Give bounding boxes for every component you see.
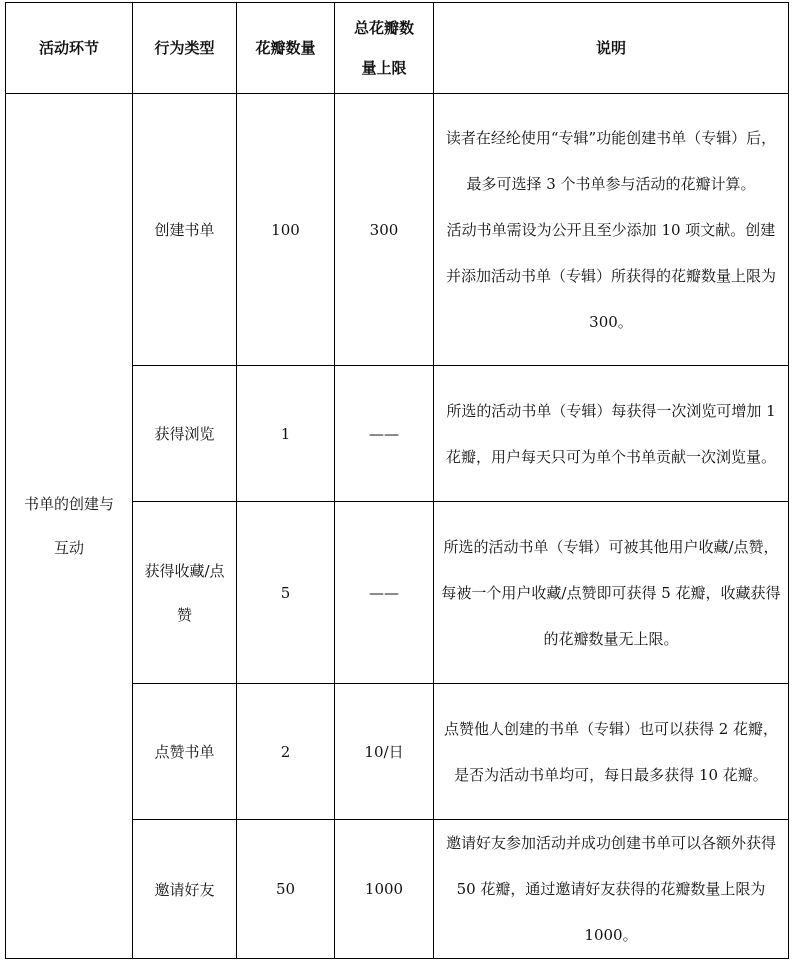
petals-cell: 2: [237, 684, 335, 820]
header-action: 行为类型: [133, 3, 237, 94]
cap-cell: ——: [335, 502, 434, 684]
cap-cell: 300: [335, 94, 434, 366]
stage-cell: 书单的创建与互动: [6, 94, 133, 959]
header-row: [6, 3, 789, 94]
note-paragraph: 邀请好友参加活动并成功创建书单可以各额外获得 50 花瓣，通过邀请好友获得的花瓣数量上限为 1000。: [445, 834, 776, 944]
petals-cell: 1: [237, 366, 335, 502]
header-stage: 活动环节: [6, 3, 133, 94]
note-paragraph: 读者在经纶使用“专辑”功能创建书单（专辑）后，最多可选择 3 个书单参与活动的花瓣计算。: [445, 128, 777, 193]
action-cell: 创建书单: [133, 94, 237, 366]
action-cell: 点赞书单: [133, 684, 237, 820]
cap-cell: 1000: [335, 820, 434, 959]
header-petals: 花瓣数量: [237, 3, 335, 94]
action-cell: 获得收藏/点赞: [133, 502, 237, 684]
note-paragraph: 点赞他人创建的书单（专辑）也可以获得 2 花瓣，是否为活动书单均可，每日最多获得 10 花瓣。: [443, 719, 779, 784]
header-cap: 总花瓣数量上限: [335, 3, 434, 94]
note-cell: [434, 94, 789, 366]
cap-cell: 10/日: [335, 684, 434, 820]
note-cell: [434, 366, 789, 502]
note-paragraph: 所选的活动书单（专辑）每获得一次浏览可增加 1 花瓣，用户每天只可为单个书单贡献一次浏览量。: [445, 401, 776, 466]
table-row: [6, 94, 789, 366]
petals-cell: 50: [237, 820, 335, 959]
petals-cell: 5: [237, 502, 335, 684]
header-note: 说明: [434, 3, 789, 94]
note-cell: [434, 502, 789, 684]
rules-table: [5, 2, 789, 959]
action-cell: 获得浏览: [133, 366, 237, 502]
action-cell: 邀请好友: [133, 820, 237, 959]
note-paragraph: 所选的活动书单（专辑）可被其他用户收藏/点赞，每被一个用户收藏/点赞即可获得 5 花瓣，收藏获得的花瓣数量无上限。: [441, 537, 781, 648]
note-cell: [434, 684, 789, 820]
note-paragraph: 活动书单需设为公开且至少添加 10 项文献。创建并添加活动书单（专辑）所获得的花瓣数量上限为 300。: [445, 220, 776, 331]
petals-cell: 100: [237, 94, 335, 366]
note-cell: [434, 820, 789, 959]
cap-cell: ——: [335, 366, 434, 502]
